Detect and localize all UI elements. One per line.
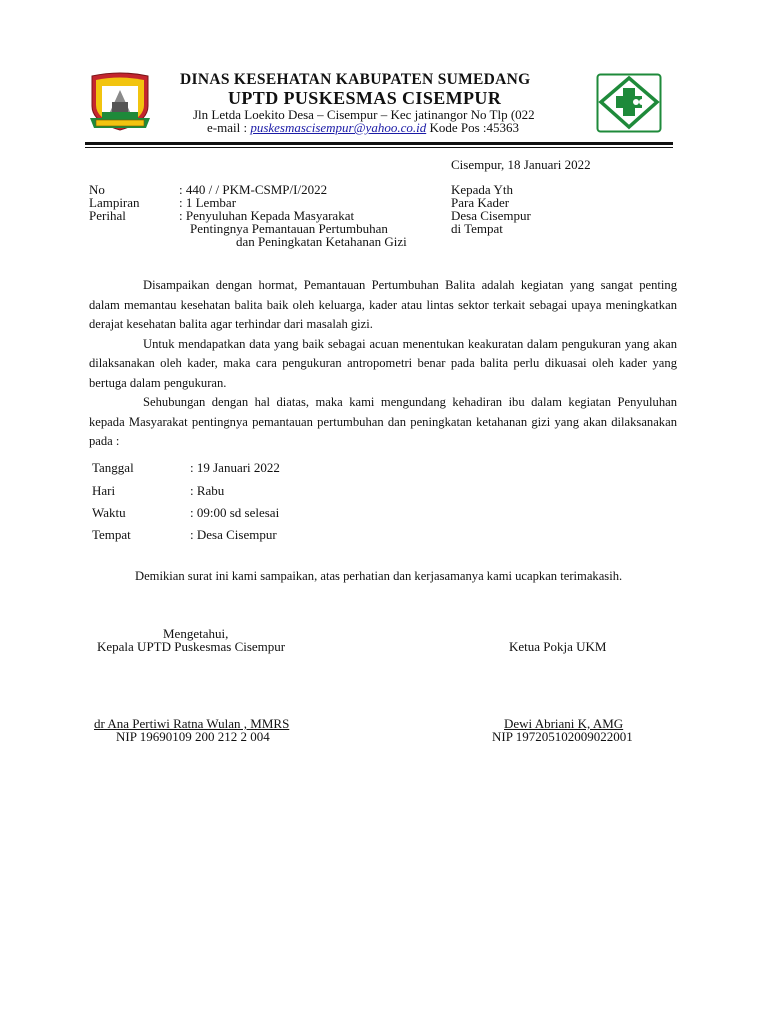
paragraph-invitation: Sehubungan dengan hal diatas, maka kami mengundang kehadiran ibu dalam kegiatan Penyuluhan kepada Masyarakat pentingnya pemantauan pertumbuhan dan peningkatan ketahanan gizi yang akan dilaksanakan pada : [89, 395, 677, 448]
right-signatory-name: Dewi Abriani K, AMG [504, 716, 624, 731]
perihal-line-1: : Penyuluhan Kepada Masyarakat [179, 208, 355, 223]
puskesmas-logo [596, 73, 662, 138]
left-signatory-nip: NIP 19690109 200 212 2 004 [116, 729, 270, 744]
unit-name: UPTD PUSKESMAS CISEMPUR [228, 88, 502, 108]
detail-label-tempat: Tempat [92, 527, 131, 542]
recipient-line-2: Para Kader [451, 195, 510, 210]
lampiran-value: : 1 Lembar [179, 195, 237, 210]
contact-line [207, 120, 519, 136]
agency-name: DINAS KESEHATAN KABUPATEN SUMEDANG [180, 71, 531, 88]
sumedang-emblem-logo [88, 72, 152, 139]
paragraph-purpose: Untuk mendapatkan data yang baik sebagai acuan menentukan keakuratan dalam pengukuran yang akan dilaksanakan oleh kader, maka cara pengukuran antropometri benar pada balita perlu dikuasai oleh kader yang bertuga dalam pengukuran. [89, 336, 677, 390]
email-label: e-mail : [207, 120, 251, 135]
perihal-label: Perihal [89, 208, 126, 223]
left-signatory-title: Kepala UPTD Puskesmas Cisempur [97, 639, 286, 654]
recipient-line-3: Desa Cisempur [451, 208, 531, 223]
right-signatory-title: Ketua Pokja UKM [509, 639, 607, 654]
recipient-line-1: Kepada Yth [451, 182, 513, 197]
perihal-line-2: Pentingnya Pemantauan Pertumbuhan [190, 221, 388, 236]
address-line: Jln Letda Loekito Desa – Cisempur – Kec jatinangor No Tlp (022 [193, 107, 535, 122]
closing-sentence: Demikian surat ini kami sampaikan, atas perhatian dan kerjasamanya kami ucapkan terimakasih. [135, 569, 623, 583]
detail-value-tempat: : Desa Cisempur [190, 527, 277, 542]
detail-value-tanggal: : 19 Januari 2022 [190, 460, 280, 475]
perihal-line-3: dan Peningkatan Ketahanan Gizi [236, 234, 407, 249]
right-signatory-nip: NIP 197205102009022001 [492, 729, 633, 744]
no-label: No [89, 182, 105, 197]
acknowledge-label: Mengetahui, [163, 626, 229, 641]
detail-label-tanggal: Tanggal [92, 460, 134, 475]
detail-value-hari: : Rabu [190, 483, 225, 498]
no-value: : 440 / / PKM-CSMP/I/2022 [179, 182, 328, 197]
header-rule-thin [85, 147, 673, 148]
detail-label-waktu: Waktu [92, 505, 126, 520]
detail-value-waktu: : 09:00 sd selesai [190, 505, 280, 520]
paragraph-intro: Disampaikan dengan hormat, Pemantauan Pertumbuhan Balita adalah kegiatan yang sangat penting dalam memantau kesehatan balita baik oleh keluarga, kader atau lintas sektor terkait sebagai upaya meningkatkan derajat kesehatan balita agar terhindar dari masalah gizi. [89, 278, 677, 331]
left-signatory-name: dr Ana Pertiwi Ratna Wulan , MMRS [94, 716, 290, 731]
recipient-line-4: di Tempat [451, 221, 503, 236]
letter-body [89, 276, 677, 452]
lampiran-label: Lampiran [89, 195, 140, 210]
detail-label-hari: Hari [92, 483, 116, 498]
header-rule-thick [85, 142, 673, 145]
letter-date: Cisempur, 18 Januari 2022 [451, 157, 591, 172]
email-link[interactable]: puskesmascisempur@yahoo.co.id [250, 120, 427, 135]
postal-code: Kode Pos :45363 [426, 120, 520, 135]
